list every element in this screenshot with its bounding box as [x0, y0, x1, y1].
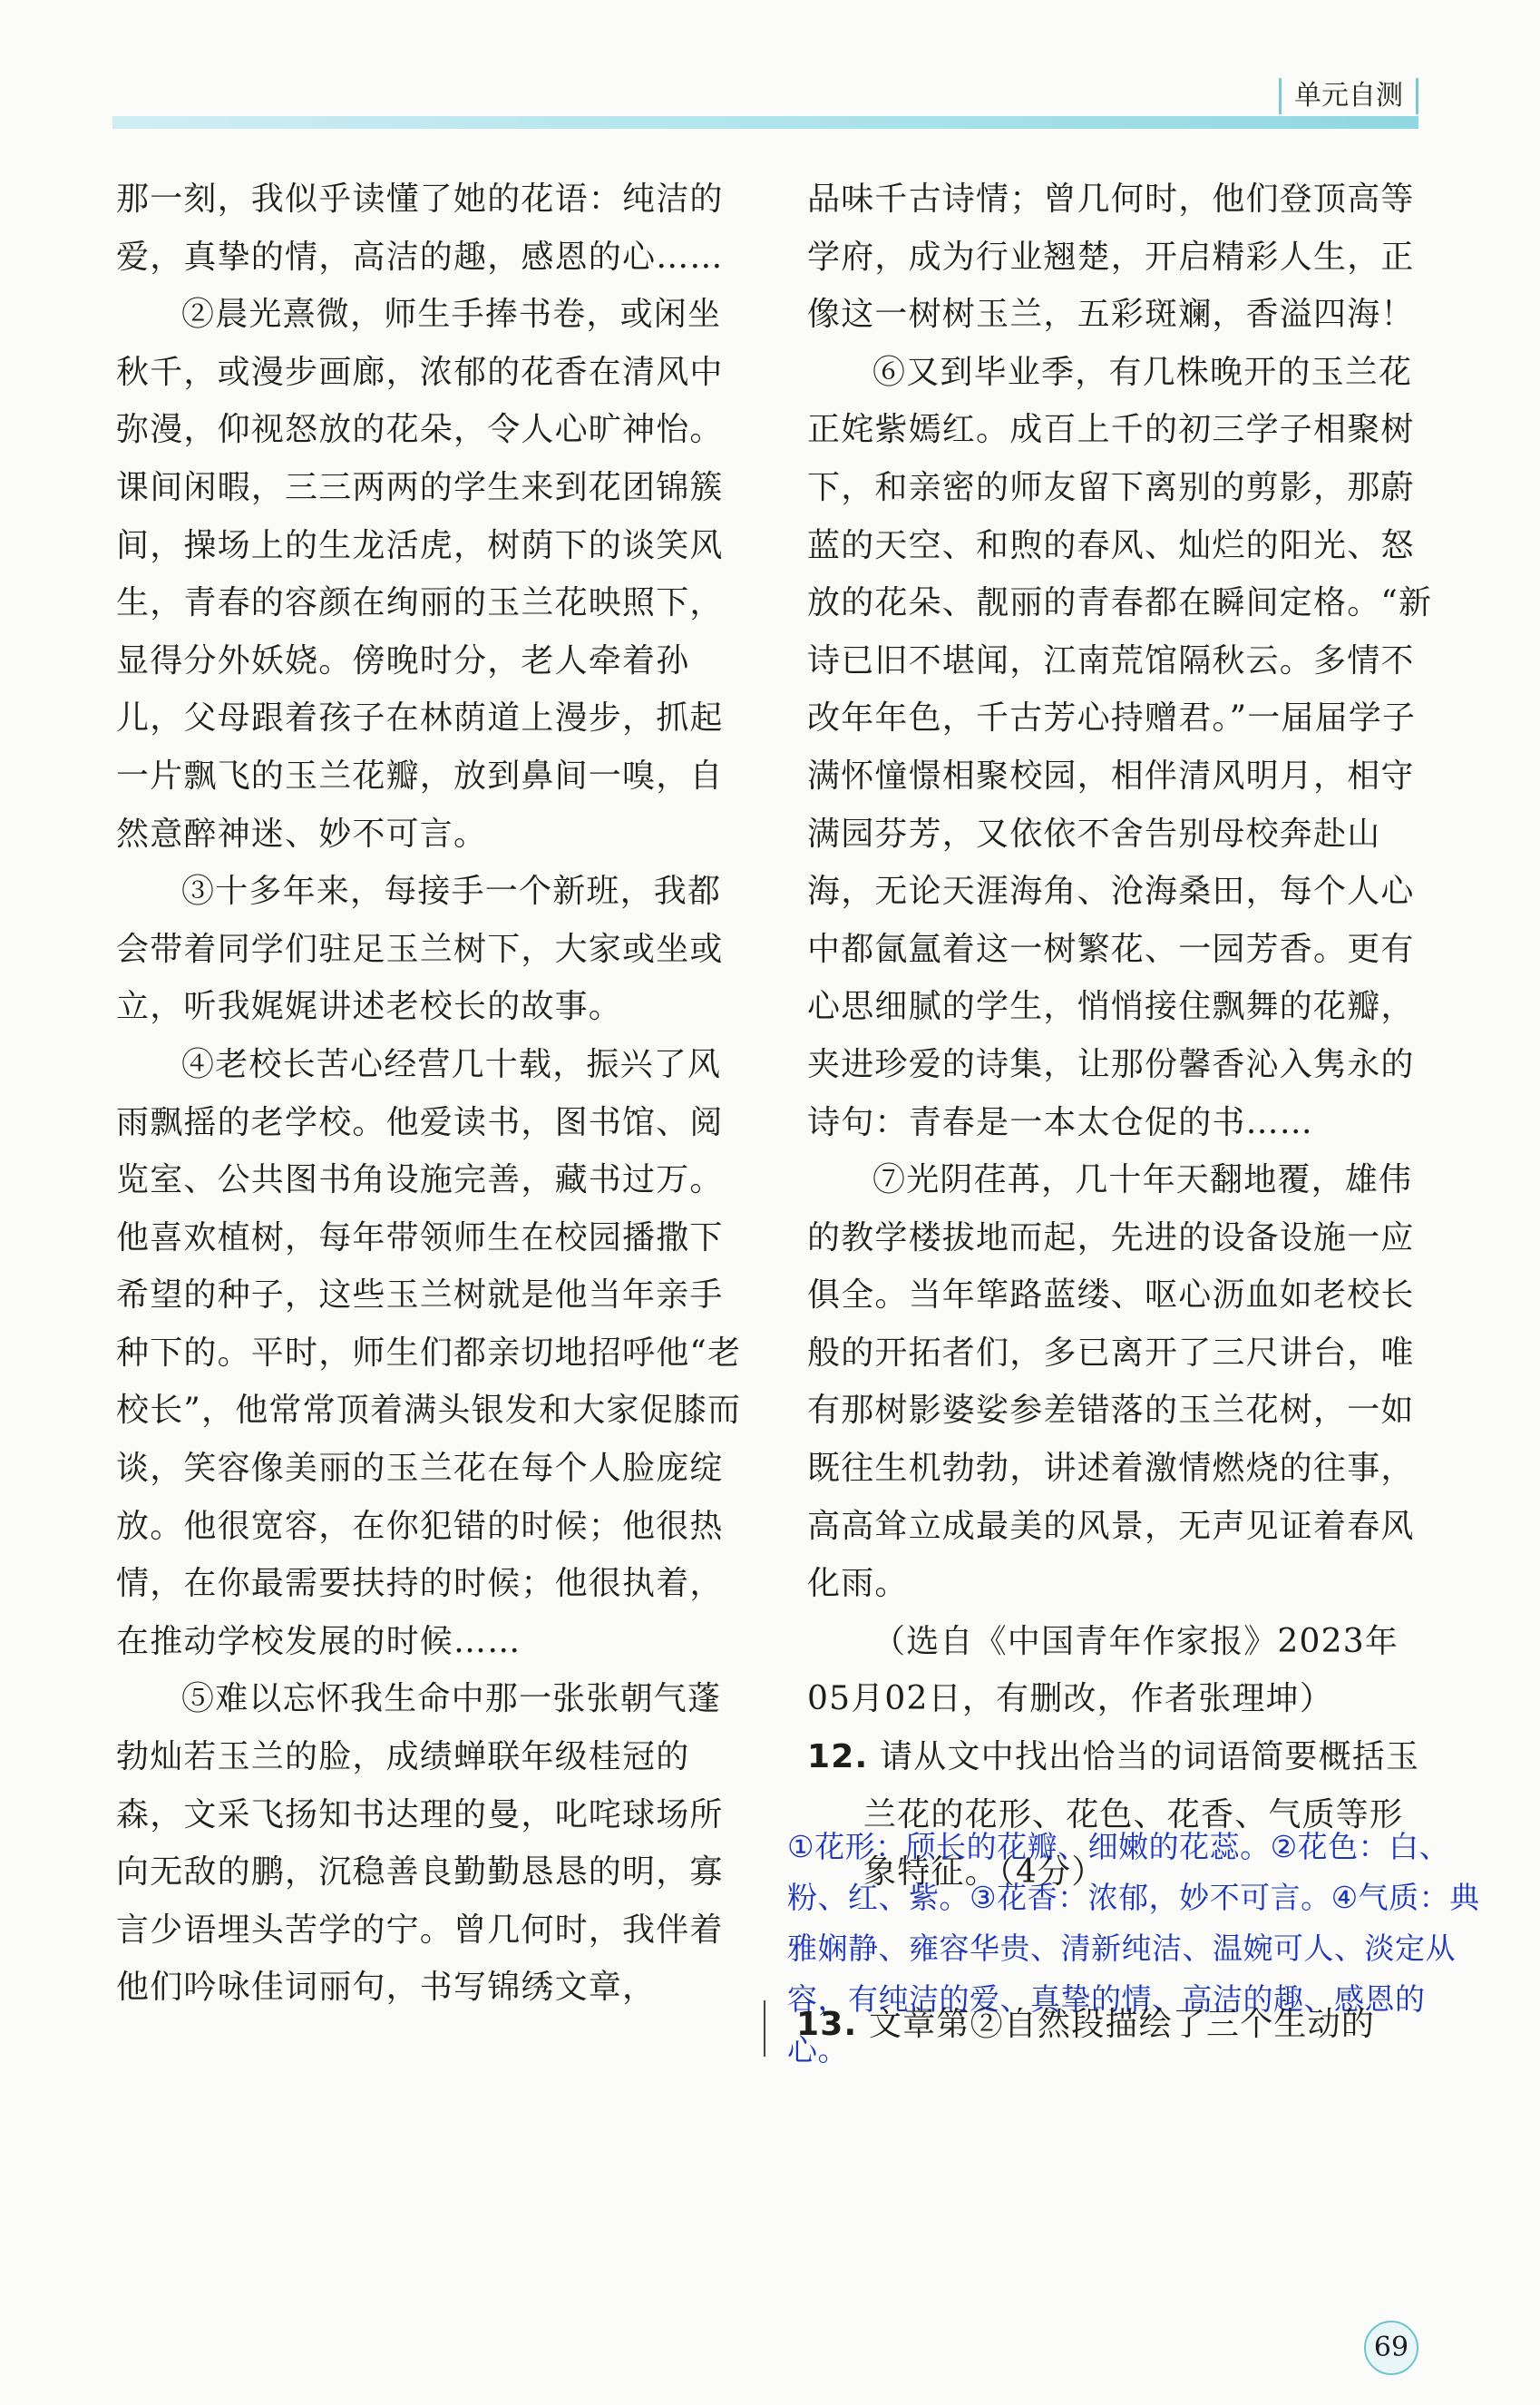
paragraph-7: ⑦光阴荏苒，几十年天翻地覆，雄伟的教学楼拔地而起，先进的设备设施一应俱全。当年筚路蓝缕、呕心沥血如老校长般的开拓者们，多已离开了三尺讲台，唯有那树影婆娑参差错落的玉兰花树，一如既往生机勃勃，讲述着激情燃烧的往事，高高耸立成最美的风景，无声见证着春风化雨。 — [807, 1161, 1415, 1603]
paragraph-5-continued: 品味千古诗情；曾几何时，他们登顶高等学府，成为行业翘楚，开启精彩人生，正像这一树树玉兰，五彩斑斓，香溢四海！ — [807, 181, 1415, 334]
paragraph-6: ⑥又到毕业季，有几株晚开的玉兰花正姹紫嫣红。成百上千的初三学子相聚树下，和亲密的师友留下离别的剪影，那蔚蓝的天空、和煦的春风、灿烂的阳光、怒放的花朵、靓丽的青春都在瞬间定格。“新诗已旧不堪闻，江南荒馆隔秋云。多情不改年年色，千古芳心持赠君。”一届届学子满怀憧憬相聚校园，相伴清风明月，相守满园芬芳，又依依不舍告别母校奔赴山海，无论天涯海角、沧海桑田，每个人心中都氤氲着这一树繁花、一园芳香。更有心思细腻的学生，悄悄接住飘舞的花瓣，夹进珍爱的诗集，让那份馨香沁入隽永的诗句：青春是一本太仓促的书…… — [807, 353, 1433, 1141]
source-citation: （选自《中国青年作家报》2023年05月02日，有删改，作者张理坤） — [807, 1622, 1399, 1718]
question-13-number: 13. — [796, 2006, 858, 2043]
paragraph-2: ②晨光熹微，师生手捧书卷，或闲坐秋千，或漫步画廊，浓郁的花香在清风中弥漫，仰视怒放的花朵，令人心旷神怡。课间闲暇，三三两两的学生来到花团锦簇间，操场上的生龙活虎，树荫下的谈笑风生，青春的容颜在绚丽的玉兰花映照下，显得分外妖娆。傍晚时分，老人牵着孙儿，父母跟着孩子在林荫道上漫步，抓起一片飘飞的玉兰花瓣，放到鼻间一嗅，自然意醉神迷、妙不可言。 — [116, 296, 724, 853]
question-12-text: 请从文中找出恰当的词语简要概括玉兰花的花形、花色、花香、气质等形象特征。（4分） — [863, 1738, 1420, 1892]
question-12-number: 12. — [807, 1738, 869, 1776]
question-13 — [796, 1996, 1431, 2054]
paragraph-4: ④老校长苦心经营几十载，振兴了风雨飘摇的老学校。他爱读书，图书馆、阅览室、公共图书角设施完善，藏书过万。他喜欢植树，每年带领师生在校园播撒下希望的种子，这些玉兰树就是他当年亲手种下的。平时，师生们都亲切地招呼他“老校长”，他常常顶着满头银发和大家促膝而谈，笑容像美丽的玉兰花在每个人脸庞绽放。他很宽容，在你犯错的时候；他很热情，在你最需要扶持的时候；他很执着，在推动学校发展的时候…… — [116, 1045, 742, 1660]
question-13-text: 文章第②自然段描绘了三个生动的 — [869, 2006, 1376, 2043]
question-12-answer: ①花形：颀长的花瓣、细嫩的花蕊。②花色：白、粉、红、紫。③花香：浓郁，妙不可言。④气质：典雅娴静、雍容华贵、清新纯洁、温婉可人、淡定从容，有纯洁的爱、真挚的情、高洁的趣、感恩的心。 — [787, 1829, 1480, 2068]
left-column — [116, 171, 742, 2017]
paragraph-3: ③十多年来，每接手一个新班，我都会带着同学们驻足玉兰树下，大家或坐或立，听我娓娓讲述老校长的故事。 — [116, 873, 724, 1026]
paragraph-5: ⑤难以忘怀我生命中那一张张朝气蓬勃灿若玉兰的脸，成绩蝉联年级桂冠的森，文采飞扬知书达理的曼，叱咤球场所向无敌的鹏，沉稳善良勤勤恳恳的明，寡言少语埋头苦学的宁。曾几何时，我伴着他们吟咏佳词丽句，书写锦绣文章， — [116, 1680, 724, 2007]
header-bar — [112, 116, 1418, 129]
right-column — [807, 171, 1433, 1902]
section-label: 单元自测 — [1279, 78, 1418, 114]
page-number: 69 — [1364, 2321, 1418, 2375]
margin-line — [764, 2000, 765, 2057]
paragraph-1-continued: 那一刻，我似乎读懂了她的花语：纯洁的爱，真挚的情，高洁的趣，感恩的心…… — [116, 181, 724, 276]
